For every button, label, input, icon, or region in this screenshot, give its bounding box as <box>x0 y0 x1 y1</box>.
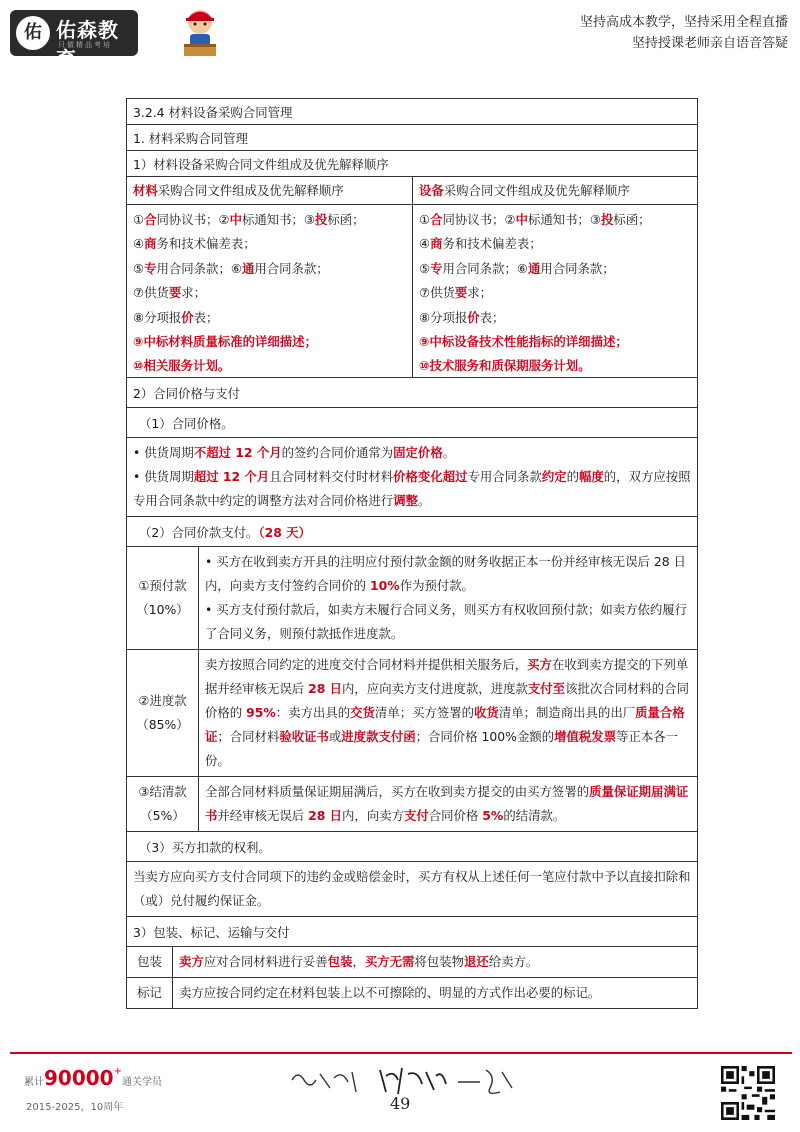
list-item: ⑧分项报价表； <box>419 309 505 325</box>
logo <box>10 10 138 71</box>
marking-row <box>127 978 697 1008</box>
advance-payment-row <box>127 547 697 650</box>
logo-tagline: 只做精品考培 <box>58 41 112 49</box>
deduct-title: （3）买方扣款的权利。 <box>127 832 697 862</box>
slogan-line-1: 坚持高成本教学，坚持采用全程直播 <box>579 15 788 30</box>
list-item: ⑩技术服务和质保期服务计划。 <box>419 358 591 374</box>
list-item: ⑨中标设备技术性能指标的详细描述； <box>419 334 628 350</box>
final-payment-row <box>127 777 697 832</box>
equipment-header: 设备采购合同文件组成及优先解释顺序 <box>412 177 697 204</box>
marking-content: 卖方应按合同约定在材料包装上以不可擦除的、明显的方式作出必要的标记。 <box>179 985 601 1000</box>
list-item: ⑤专用合同条款；⑥通用合同条款； <box>419 260 615 276</box>
list-item: ⑨中标材料质量标准的详细描述； <box>133 334 317 350</box>
logo-name: 佑森教育 <box>56 18 119 71</box>
topic-title-2: 2）合同价格与支付 <box>127 378 697 408</box>
list-item: ④商务和技术偏差表； <box>419 236 542 252</box>
list-item: ⑦供货要求； <box>133 285 207 301</box>
list-item: ①合同协议书；②中标通知书；③投标函； <box>419 212 651 227</box>
equipment-list <box>412 205 697 377</box>
list-item: ④商务和技术偏差表； <box>133 236 256 252</box>
mascot-icon <box>178 6 222 60</box>
student-count: 累计90000+通关学员 <box>24 1066 162 1090</box>
header-slogan <box>580 12 788 54</box>
progress-content: 卖方按照合同约定的进度交付合同材料并提供相关服务后，买方在收到卖方提交的下列单据并经审核无误后 28 日内，应向卖方支付进度款，进度款支付至该批次合同材料的合同价格的 95%：卖方出具的交货清单；买方签署的收货清单；制造商出具的出厂质量合格证；合同材料验收证书或进度款支付函；合同价格 100%金额的增值税发票等正本各一份。 <box>205 657 689 768</box>
deduct-text: 当卖方应向买方支付合同项下的违约金或赔偿金时，买方有权从上述任何一笔应付款中予以直接扣除和（或）兑付履约保证金。 <box>127 862 697 917</box>
list-item: ①合同协议书；②中标通知书；③投标函； <box>133 212 365 227</box>
price-bullet-1: • 供货周期不超过 12 个月的签约合同价通常为固定价格。 <box>133 445 456 460</box>
list-item: ⑦供货要求； <box>419 285 493 301</box>
price-bullet-2: • 供货周期超过 12 个月且合同材料交付时材料价格变化超过专用合同条款约定的幅度的，双方应按照专用合同条款中约定的调整方法对合同价格进行调整。 <box>133 469 691 508</box>
qr-code-icon <box>721 1066 775 1120</box>
slogan-line-2: 坚持授课老师亲自语音答疑 <box>631 36 788 51</box>
packaging-label: 包装 <box>127 947 173 977</box>
comparison-body <box>127 205 697 378</box>
marking-label: 标记 <box>127 978 173 1008</box>
comparison-header <box>127 177 697 205</box>
final-content: 全部合同材料质量保证期届满后，买方在收到卖方提交的由买方签署的质量保证期届满证书并经审核无误后 28 日内，向卖方支付合同价格 5%的结清款。 <box>205 784 689 823</box>
price-bullets <box>127 438 697 517</box>
page-number: 49 <box>390 1094 411 1113</box>
topic-title-1: 1）材料设备采购合同文件组成及优先解释顺序 <box>127 151 697 177</box>
list-item: ⑧分项报价表； <box>133 309 219 325</box>
anniversary-text: 2015-2025，10周年 <box>26 1102 124 1113</box>
material-list <box>127 205 412 377</box>
page-header <box>0 0 800 71</box>
packaging-row <box>127 947 697 978</box>
packaging-content: 卖方应对合同材料进行妥善包装，买方无需将包装物退还给卖方。 <box>179 954 539 969</box>
progress-label: ②进度款 （85%） <box>127 650 199 776</box>
subsection-title: 1. 材料采购合同管理 <box>127 125 697 151</box>
footer-divider <box>10 1052 792 1054</box>
contract-table <box>126 98 698 1009</box>
material-header: 材料采购合同文件组成及优先解释顺序 <box>133 183 344 198</box>
advance-content: • 买方在收到卖方开具的注明应付预付款金额的财务收据正本一份并经审核无误后 28 日内，向卖方支付签约合同价的 10%作为预付款。 • 买方支付预付款后，如卖方未履行合同义务，则买方有权收回预付款；如卖方依约履行了合同义务，则预付款抵作进度款。 <box>205 554 688 641</box>
list-item: ⑤专用合同条款；⑥通用合同条款； <box>133 260 329 276</box>
list-item: ⑩相关服务计划。 <box>133 358 231 374</box>
price-title: （1）合同价格。 <box>127 408 697 438</box>
logo-mark: 佑 <box>16 16 50 50</box>
progress-payment-row <box>127 650 697 777</box>
topic-title-3: 3）包装、标记、运输与交付 <box>127 917 697 947</box>
advance-label: ①预付款 （10%） <box>127 547 199 649</box>
section-title: 3.2.4 材料设备采购合同管理 <box>127 99 697 125</box>
payment-title: （2）合同价款支付。（28 天） <box>127 517 697 547</box>
final-label: ③结清款 （5%） <box>127 777 199 831</box>
